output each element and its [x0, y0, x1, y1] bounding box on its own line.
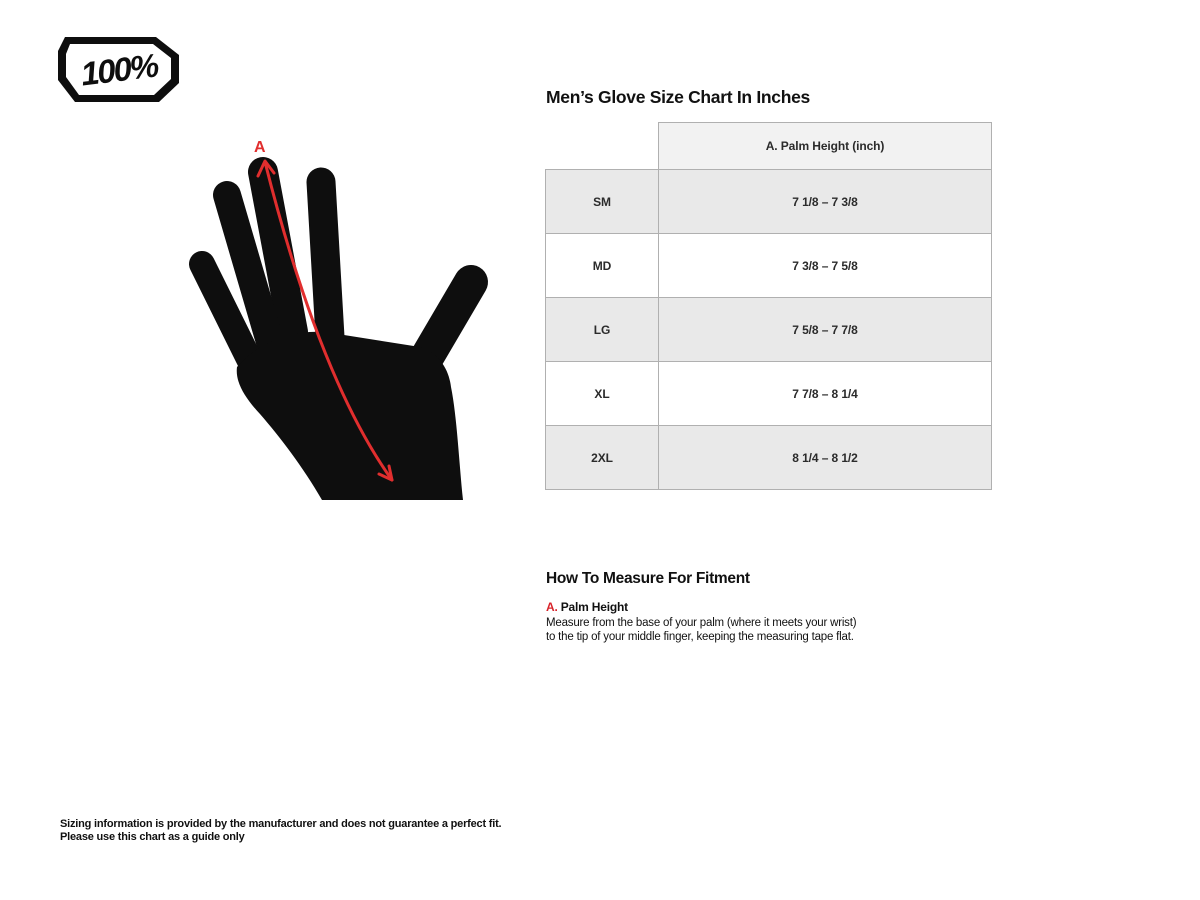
table-row-xl — [546, 362, 992, 426]
measure-item-letter: A. — [546, 599, 558, 614]
palm-height-cell: 8 1/4 – 8 1/2 — [659, 426, 992, 490]
how-to-measure-heading: How To Measure For Fitment — [546, 570, 750, 587]
measure-item-description: Measure from the base of your palm (where it meets your wrist) to the tip of your middle finger, keeping the measuring tape flat. — [546, 616, 857, 643]
size-chart-table — [545, 122, 992, 490]
table-row-2xl — [546, 426, 992, 490]
brand-logo-100percent — [58, 37, 180, 103]
how-to-measure-section — [546, 571, 866, 644]
size-cell: LG — [546, 298, 659, 362]
disclaimer-line-1: Sizing information is provided by the manufacturer and does not guarantee a perfect fit. — [60, 818, 502, 830]
size-cell: XL — [546, 362, 659, 426]
measure-item-name: Palm Height — [560, 599, 628, 614]
measure-item-palm-height — [546, 600, 866, 644]
glove-silhouette-icon — [185, 132, 505, 500]
palm-height-column-header: A. Palm Height (inch) — [659, 123, 992, 170]
brand-logo-text: 100% — [78, 46, 160, 93]
size-cell: SM — [546, 170, 659, 234]
palm-height-cell: 7 3/8 – 7 5/8 — [659, 234, 992, 298]
glove-measurement-diagram — [185, 132, 505, 500]
measurement-label-a: A — [254, 139, 266, 156]
table-row-lg — [546, 298, 992, 362]
palm-height-cell: 7 7/8 – 8 1/4 — [659, 362, 992, 426]
disclaimer-line-2: Please use this chart as a guide only — [60, 830, 245, 843]
palm-height-cell: 7 1/8 – 7 3/8 — [659, 170, 992, 234]
size-cell: 2XL — [546, 426, 659, 490]
size-cell: MD — [546, 234, 659, 298]
brand-logo-badge-icon — [58, 37, 180, 103]
disclaimer — [60, 818, 501, 843]
table-row-md — [546, 234, 992, 298]
table-corner-cell — [546, 123, 659, 170]
table-row-sm — [546, 170, 992, 234]
measure-item-title — [546, 600, 866, 614]
palm-height-cell: 7 5/8 – 7 7/8 — [659, 298, 992, 362]
size-chart-title: Men’s Glove Size Chart In Inches — [546, 87, 810, 107]
table-header-row — [546, 123, 992, 170]
